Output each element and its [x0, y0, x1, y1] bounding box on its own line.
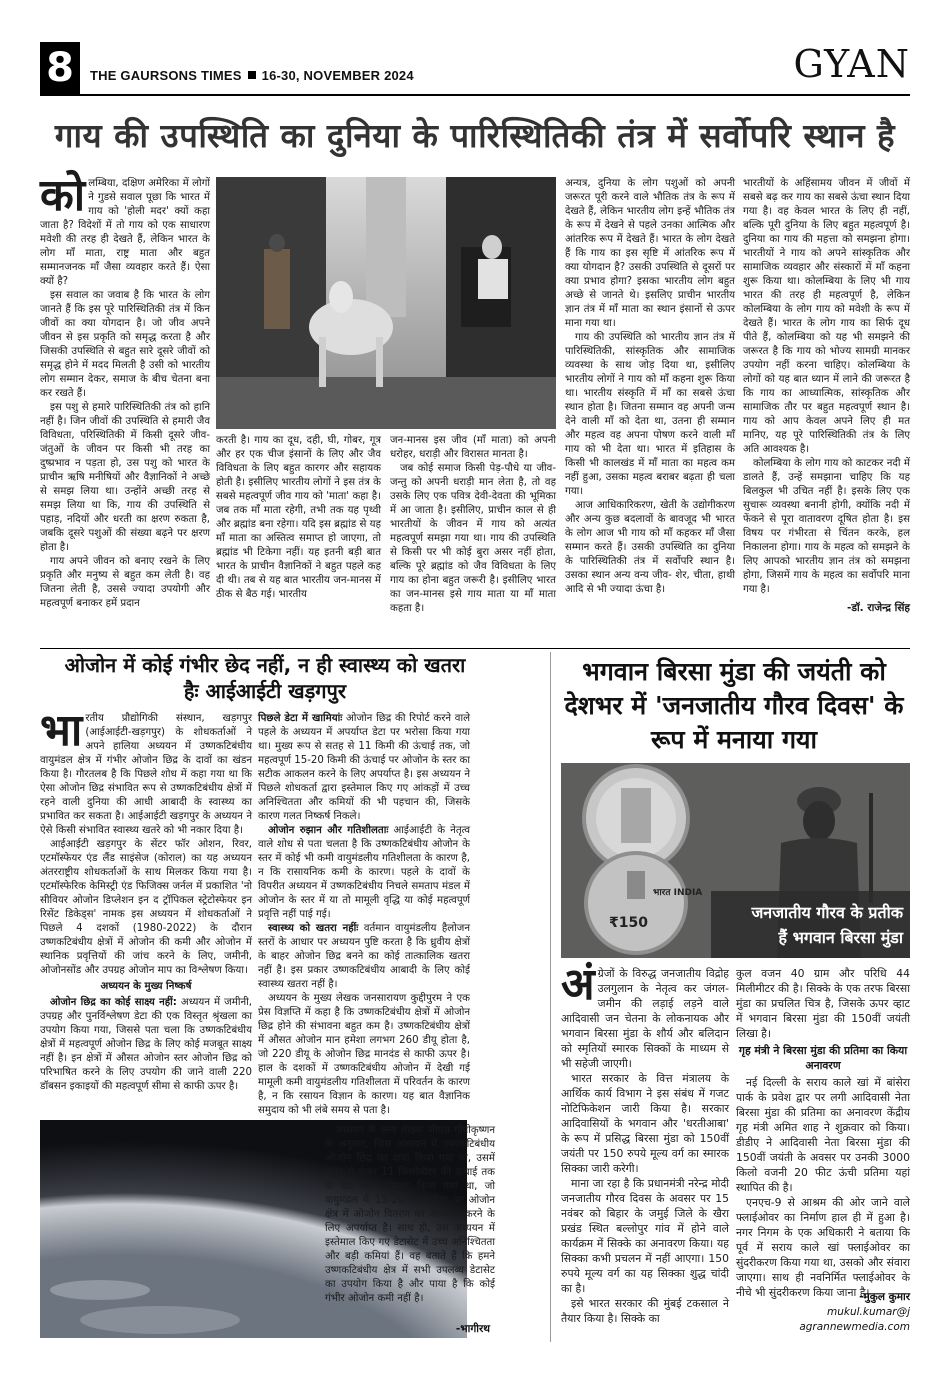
paragraph	[258, 712, 470, 824]
ozone-subheading: अध्ययन के मुख्य निष्कर्ष	[100, 981, 192, 992]
masthead	[90, 68, 414, 83]
paragraph: नई दिल्ली के सराय काले खां में बांसेरा पार्क के प्रवेश द्वार पर लगी आदिवासी नेता बिरसा मुंडा की प्रतिमा का अनावरण केंद्रीय गृह मंत्री अमित शाह ने शुक्रवार को किया। डीडीए ने आदिवासी नेता बिरसा मुंडा की 150वीं जयंती के अवसर पर उनकी 3000 किलो वजनी 20 फीट ऊंची प्रतिमा यहां स्थापित की है।	[736, 1076, 910, 1194]
paragraph: अध्ययन के मुख्य लेखक जनसारायण कुद्दीपुरम ने एक प्रेस विज्ञप्ति में कहा है कि उष्णकटिबंधीय क्षेत्रों में ओजोन छिद्र होने की संभावना बहुत कम है। उष्णकटिबंधीय क्षेत्रों में औसत ओजोन मान हमेशा लगभग 260 डीयू होता है, जो 220 डीयू के ओजोन छिद्र मानदंड से काफी ऊपर है। हाल के दशकों में उष्णकटिबंधीय ओजोन में देखी गई मामूली कमी वायुमंडलीय गतिशीलता में परिवर्तन के कारण है, न कि रसायन विज्ञान के कारण। यह बात वैज्ञानिक समुदाय को भी लंबे समय से पता है।	[258, 993, 470, 1116]
section-divider	[40, 648, 910, 649]
main-article-col5	[743, 177, 910, 645]
masthead-rule	[40, 94, 910, 96]
cow-photo-illustration	[216, 177, 556, 429]
main-article-col1	[40, 170, 210, 642]
ozone-dropcap: भा	[40, 705, 83, 756]
coin-denomination: ₹150	[609, 915, 648, 931]
main-article-col4	[565, 177, 735, 642]
main-article-col3	[390, 434, 556, 642]
birsa-headline: भगवान बिरसा मुंडा की जयंती को देशभर में 'जनजातीय गौरव दिवस' के रूप में मनाया गया	[564, 657, 904, 754]
paragraph: इसे भारत सरकार की मुंबई टकसाल ने तैयार किया है। सिक्के का	[561, 1297, 729, 1325]
signature-email: agrannewmedia.com	[799, 1321, 910, 1333]
birsa-signature	[736, 1290, 910, 1335]
paragraph: माना जा रहा है कि प्रधानमंत्री नरेन्द्र मोदी जनजातीय गौरव दिवस के अवसर पर 15 नवंबर को बिहार के जमुई जिले के खैरा प्रखंड स्थित बल्लोपुर गांव में होने वाले कार्यक्रम में सिक्के का अनावरण किया। यह सिक्का कभी प्रचलन में नहीं आएगा। 150 रुपये मूल्य वर्ग का यह सिक्का शुद्ध चांदी का है।	[561, 1177, 729, 1295]
paragraph: करती है। गाय का दूध, दही, घी, गोबर, गूत्र और हर एक चीज इंसानों के लिए और जैव विविधता के लिए बहुत कारगर और सहायक होती है। इसीलिए भारतीय लोगों ने इस तंत्र के सबसे महत्वपूर्ण जीव गाय को 'माता' कहा है। जब तक माँ माता रहेगी, तभी तक यह पृथ्वी और ब्रह्मांड बना रहेगा। यदि इस ब्रह्मांड से यह माँ माता का अस्तित्व समाप्त हो जाएगा, तो ब्रह्मांड भी टिकेगा नहीं। यह इतनी बड़ी बात भारत के प्राचीन वैज्ञानिकों ने बहुत पहले कह दी थी। तब से यह बात भारतीय जन-मानस में ठीक से बैठ गई। भारतीय	[216, 435, 381, 600]
paragraph-text: वर्तमान वायुमंडलीय हैलोजन स्तरों के आधार पर अध्ययन पुष्टि करता है कि ध्रुवीय क्षेत्रों के बाहर ओजोन छिद्र बनने का कोई तात्कालिक खतरा नहीं है। इस प्रकार उष्णकटिबंधीय आबादी के लिए कोई स्वास्थ्य खतरा नहीं है।	[258, 923, 470, 990]
coin-country: भारत INDIA	[653, 888, 703, 898]
paragraph: भारत सरकार के वित्त मंत्रालय के आर्थिक कार्य विभाग ने इस संबंध में गजट नोटिफिकेशन जारी किया है। सरकार आदिवासियों के भगवान और 'धरतीआबा' के रूप में प्रसिद्ध बिरसा मुंडा को 150वीं जयंती पर 150 रुपये मूल्य वर्ग का स्मारक सिक्का जारी करेगी।	[561, 1072, 729, 1175]
page-number: 8	[40, 42, 80, 94]
photo-caption-line1: जनजातीय गौरव के प्रतीक	[751, 903, 903, 922]
separator-square-icon	[248, 71, 256, 79]
paragraph: गाय अपने जीवन को बनाए रखने के लिए प्रकृति और मनुष्य से बहुत कम लेती है। वह जितना लेती है, उससे ज्यादा उपयोगी और महत्वपूर्ण बनाकर हमें प्रदान	[40, 556, 210, 609]
ozone-article-signature: -भागीरथ	[455, 1323, 490, 1335]
paragraph: गाय की उपस्थिति को भारतीय ज्ञान तंत्र में पारिस्थितिकी, सांस्कृतिक और सामाजिक व्यवस्था के साथ जोड़ दिया था, इसीलिए भारतीय लोगों ने गाय को माँ कहना शुरू किया था। भारतीय संस्कृति में माँ का सबसे ऊंचा स्थान होता है। जितना सम्मान वह अपनी जन्म देने वाली माँ को देता था, उतना ही सम्मान और महत्व वह अपना पोषण करने वाली माँ गाय को भी देता था। भारत में इतिहास के किसी भी कालखंड में माँ माता का महत्व कम नहीं हुआ, उसका महत्व बराबर बढ़ता ही चला गया।	[565, 332, 735, 497]
birsa-subheading: गृह मंत्री ने बिरसा मुंडा की प्रतिमा का किया अनावरण	[738, 1044, 908, 1072]
paragraph: इस पशु से हमारे पारिस्थितिकी तंत्र को हानि नहीं है। जिन जीवों की उपस्थिति से हमारी जैव विविधता, परिस्थितिकी में किसी दूसरे जीव-जंतुओं के जीवन पर किसी भी तरह का दुष्प्रभाव न पड़ता हो, उस पशु को भारत के प्राचीन ऋषि मनीषियों और वैज्ञानिकों ने अच्छे से समझ लिया था। उन्होंने अच्छी तरह से समझ लिया था कि, गाय की उपस्थिति से पहाड़, नदियों और धरती का क्षरण रुकता है, जबकि दूसरे पशुओं की संख्या बढ़ने पर क्षरण होता है।	[40, 402, 210, 553]
paragraph: ग्रेजों के विरुद्ध जनजातीय विद्रोह उलगुलान के नेतृत्व कर जंगल-जमीन की लड़ाई लड़ने वाले आदिवासी जन चेतना के लोकनायक और भगवान बिरसा मुंडा के शौर्य और बलिदान को स्मृतियों स्मारक सिक्कों के माध्यम से भी सहेजी जाएगी।	[561, 967, 729, 1070]
birsa-dropcap: अं	[561, 959, 595, 1010]
paragraph: रतीय प्रौद्योगिकी संस्थान, खड़गपुर (आईआईटी-खड़गपुर) के शोधकर्ताओं ने अपने हालिया अध्ययन में उष्णकटिबंधीय वायुमंडल क्षेत्र में गंभीर ओजोन छिद्र के दावों का खंडन किया है। गौरतलब है कि पिछले शोध में कहा गया था कि ऐसा ओजोन छिद्र संभावित रूप से उष्णकटिबंधीय क्षेत्रों में रहने वाली दुनिया की आधी आबादी के स्वास्थ्य का प्रभावित कर सकता है। आईआईटी खड़गपुर के अध्ययन ने ऐसे किसी संभावित स्वास्थ्य खतरे को भी नकार दिया है।	[40, 713, 252, 836]
paragraph: अन्यत्र, दुनिया के लोग पशुओं को अपनी जरूरत पूरी करने वाले भौतिक तंत्र के रूप में देखते हैं, लेकिन भारतीय लोग इन्हें भौतिक तंत्र के रूप में देखने से पहले उनका आत्मिक और आंतरिक रूप में देखते हैं। भारत के लोग देखते हैं कि गाय का इस सृष्टि में आंतरिक रूप में क्या योगदान है? उसकी उपस्थिति से दूसरों पर क्या प्रभाव होगा? इसका भारतीय लोग बहुत अच्छे से जानते थे। इसलिए प्राचीन भारतीय ज्ञान तंत्र में माँ माता का स्थान इंसानों से ऊपर माना गया था।	[565, 178, 735, 329]
ozone-headline: ओजोन में कोई गंभीर छेद नहीं, न ही स्वास्थ्य को खतरा हैः आईआईटी खड़गपुर	[64, 653, 466, 703]
paragraph-text: अध्ययन में जमीनी, उपग्रह और पुनर्विश्लेषण डेटा की एक विस्तृत श्रृंखला का उपयोग किया गया, जिससे पता चला कि उष्णकटिबंधीय क्षेत्रों में महत्वपूर्ण ओजोन छिद्र के लिए कोई मजबूत साक्ष्य नहीं है। इन क्षेत्रों में औसत ओजोन स्तर ओजोन छिद्र को परिभाषित करने के लिए उपयोग की जाने वाली 220 डॉबसन इकाइयों की महत्वपूर्ण सीमा से काफी ऊपर है।	[40, 997, 252, 1092]
paragraph: जन-मानस इस जीव (माँ माता) को अपनी धरोहर, धराड़ी और विरासत मानता है।	[390, 435, 556, 460]
signature-email: mukul.kumar@j	[826, 1306, 910, 1318]
column-divider	[550, 652, 551, 1342]
paragraph	[258, 922, 470, 992]
paper-name: THE GAURSONS TIMES	[90, 68, 242, 83]
paragraph: कोलम्बिया के लोग गाय को काटकर नदी में डालते हैं, उन्हें समझाना चाहिए कि यह बिलकुल भी उचित नहीं है। इसके लिए एक सुचारू व्यवस्था बनानी होगी, क्योंकि नदी में फेंकने से पूरा वातावरण दूषित होता है। इस विषय पर गंभीरता से चिंतन करके, हल निकालना होगा। गाय के महत्व को समझने के लिए आपको भारतीय ज्ञान तंत्र को समझना होगा, जिसमें गाय के महत्व का सर्वोपरि माना गया है।	[743, 458, 910, 595]
section-name: GYAN	[793, 42, 910, 86]
paragraph-text: ओजोन छिद्र की रिपोर्ट करने वाले पहले के अध्ययन में अपर्याप्त डेटा पर भरोसा किया गया था। मुख्य रूप से सतह से 11 किमी की ऊंचाई तक, जो महत्वपूर्ण 15-20 किमी की ऊंचाई पर ओजोन के स्तर का सटीक आकलन करने के लिए अपर्याप्त है। इस अध्ययन ने पिछले शोधकर्ता द्वारा इस्तेमाल किए गए आंकड़ों में उच्च अनिश्चितता और कमियों की भी पहचान की, जिसके कारण गलत निष्कर्ष निकले।	[258, 713, 470, 822]
coin-and-statue-illustration	[561, 763, 910, 958]
main-headline: गाय की उपस्थिति का दुनिया के पारिस्थितिकी तंत्र में सर्वोपरि स्थान है	[54, 116, 896, 155]
paragraph-text: आईआईटी के नेतृत्व वाले शोध से पता चलता है कि उष्णकटिबंधीय ओजोन के स्तर में कोई भी कमी वायुमंडलीय गतिशीलता के कारण है, न कि रासायनिक कमी के कारण। पहले के दावों के विपरीत अध्ययन में उष्णकटिबंधीय निचले समताप मंडल में ओजोन के स्तर में या तो मामूली वृद्धि या कोई महत्वपूर्ण प्रवृत्ति नहीं पाई गई।	[258, 825, 470, 920]
paragraph: कुल वजन 40 ग्राम और परिधि 44 मिलीमीटर की है। सिक्के के एक तरफ बिरसा मुंडा का प्रचलित चित्र है, जिसके ऊपर व्हाट में भगवान बिरसा मुंडा की 150वीं जयंती लिखा है।	[736, 967, 910, 1040]
birsa-article-col1	[561, 959, 729, 1338]
main-article-signature: -डॉ. राजेन्द्र सिंह	[846, 602, 910, 614]
paragraph	[258, 824, 470, 922]
paragraph: आज आधिकारिकरण, खेती के उद्योगीकरण और अन्य कुछ बदलावों के बावजूद भी भारत के लोग आज भी गाय को माँ कहकर माँ जैसा सम्मान करते हैं। उसकी उपस्थिति का दुनिया के पारिस्थितिकी तंत्र में सर्वोपरि स्थान है। उसका स्थान अन्य वन्य जीव- शेर, चीता, हाथी आदि से भी ज्यादा ऊंचा है।	[565, 500, 735, 595]
cow-street-photo	[216, 177, 556, 429]
lead-in: ओजोन छिद्र का कोई साक्ष्य नहीं:	[50, 997, 177, 1008]
ozone-article-col3	[325, 1124, 495, 1324]
signature-name: -मुकुल कुमार	[859, 1291, 910, 1303]
lead-in: ओजोन रुझान और गतिशीलताः	[268, 825, 389, 836]
lead-in: पिछले डेटा में खामियांः	[258, 713, 343, 724]
paragraph	[40, 996, 252, 1094]
issue-date: 16-30, NOVEMBER 2024	[261, 68, 414, 83]
paragraph: इस सवाल का जवाब है कि भारत के लोग जानते हैं कि इस पूरे पारिस्थितिकी तंत्र में किन जीवों का क्या योगदान है। जो जीव अपने जीवन से इस प्रकृति को समृद्ध करता है और जिसकी उपस्थिति से बहुत सारे दूसरे जीवों को समृद्ध होने में मदद मिलती है उसी को भारतीय लोग सम्मान देकर, समाज के बीच चेतना बना कर रखते हैं।	[40, 290, 210, 399]
paragraph: आईआईटी खड़गपुर के सेंटर फॉर ओशन, रिवर, एटमॉस्फेयर एंड लैंड साइंसेज (कोराल) का यह अध्ययन अंतरराष्ट्रीय शोधकर्ताओं के साथ मिलकर किया गया है। एटमॉस्फेरिक केमिस्ट्री एंड फिजिक्स जर्नल में प्रकाशित 'नो सीवियर ओजोन डिप्लेशन इन द ट्रॉपिकल स्ट्रेटोस्फेयर इन रिसेंट डिकेड्स' नामक इस अध्ययन में शोधकर्ताओं ने पिछले 4 दशकों (1980-2022) के दौरान उष्णकटिबंधीय क्षेत्रों में ओजोन की कमी और ओजोन में स्थानिक प्रवृत्तियों की जांच करने के लिए, जमीनी, ओजोनसोंड और उपग्रह ओजोन माप का विश्लेषण किया।	[40, 839, 252, 976]
paragraph: अध्ययन के अन्य लेखक जीएस गोपीकृष्णन के अनुसार, जिस अध्ययन में उष्णकटिबंधीय ओजोन छिद्र का दावा किया गया था, उसमें सतह से लेकर 11 किलोमीटर की ऊंचाई तक के डेटा का इस्तेमाल किया गया था, जो वायुमंडल में 15-20 किलोमीटर पर ओजोन क्षेत्र में ओजोन वितरण का आकलन करने के लिए अपर्याप्त है। साथ ही, उस अध्ययन में इस्तेमाल किए गए डेटासेट में उच्च अनिश्चितता और बड़ी कमियां हैं। वह बताते हैं कि हमने उष्णकटिबंधीय क्षेत्र में सभी उपलब्ध डेटासेट का उपयोग किया है और पाया है कि कोई गंभीर ओजोन कमी नहीं है।	[325, 1125, 495, 1304]
main-dropcap: को	[40, 170, 86, 221]
main-article-col2	[216, 434, 381, 642]
paragraph: जब कोई समाज किसी पेड़-पौधे या जीव-जन्तु को अपनी धराड़ी मान लेता है, तो वह उसके लिए एक पवित्र देवी-देवता की भूमिका में आ जाता है। इसीलिए, प्राचीन काल से ही भारतीयों के जीवन में गाय को अत्यंत महत्वपूर्ण समझा गया था। गाय की उपस्थिति से किसी पर भी कोई बुरा असर नहीं होता, बल्कि पूरे ब्रह्मांड को जैव विविधता के लिए गाय का होना बहुत जरूरी है। इसीलिए भारत का जन-मानस इसे गाय माता या माँ माता कहता है।	[390, 463, 556, 614]
photo-caption-line2: हैं भगवान बिरसा मुंडा	[778, 928, 903, 947]
ozone-article-col1	[40, 705, 252, 1114]
lead-in: स्वास्थ्य को खतरा नहींः	[268, 923, 359, 934]
paragraph: भारतीयों के अहिंसामय जीवन में जीवों में सबसे बढ़ कर गाय का सबसे ऊंचा स्थान दिया गया है। वह केवल भारत के लिए ही नहीं, बल्कि पूरी दुनिया के लिए बहुत महत्वपूर्ण है। दुनिया का गाय की महत्ता को समझना होगा। भारतीयों ने गाय को अपने सांस्कृतिक और सामाजिक व्यवहार और संस्कारों में माँ कहना शुरू किया था। कोलम्बिया के लिए भी गाय भारत की तरह ही महत्वपूर्ण है, लेकिन कोलम्बिया के लोग गाय को मवेशी के रूप में देखते हैं। भारत के लोग गाय का सिर्फ दूध पीते हैं, कोलम्बिया को यह भी समझने की जरूरत है कि गाय को भोज्य सामग्री मानकर उपयोग नहीं करना चाहिए। कोलम्बिया के लोगों को यह बात ध्यान में लाने की जरूरत है कि गाय का आध्यात्मिक, सांस्कृतिक और सामाजिक तौर पर बहुत महत्वपूर्ण स्थान है। गाय को आप केवल अपने लिए ही मत मानिए, यह पूरे पारिस्थितिकी तंत्र के लिए अति आवश्यक है।	[743, 178, 910, 455]
paragraph: एनएच-9 से आश्रम की ओर जाने वाले फ्लाईओवर का निर्माण हाल ही में हुआ है। नगर निगम के एक अधिकारी ने बताया कि पूर्व में सराय काले खां फ्लाईओवर का सुंदरीकरण किया गया था, उसको और संवारा जाएगा। साथ ही नवनिर्मित फ्लाईओवर के नीचे भी सुंदरीकरण किया जाना है।	[736, 1196, 910, 1299]
birsa-munda-statue-photo	[561, 763, 910, 958]
paragraph: लम्बिया, दक्षिण अमेरिका में लोगों ने गुडसे सवाल पूछा कि भारत में गाय को 'होली मदर' क्यों कहा जाता है? विदेशों में तो गाय को एक साधारण मवेशी की तरह ही देखते हैं, लेकिन भारत के लोग माँ माता, राष्ट्र माता और बहुत सम्मानजनक माँ जैसा व्यवहार करते हैं। ऐसा क्यों है?	[40, 178, 210, 287]
ozone-article-col2	[258, 712, 470, 1120]
